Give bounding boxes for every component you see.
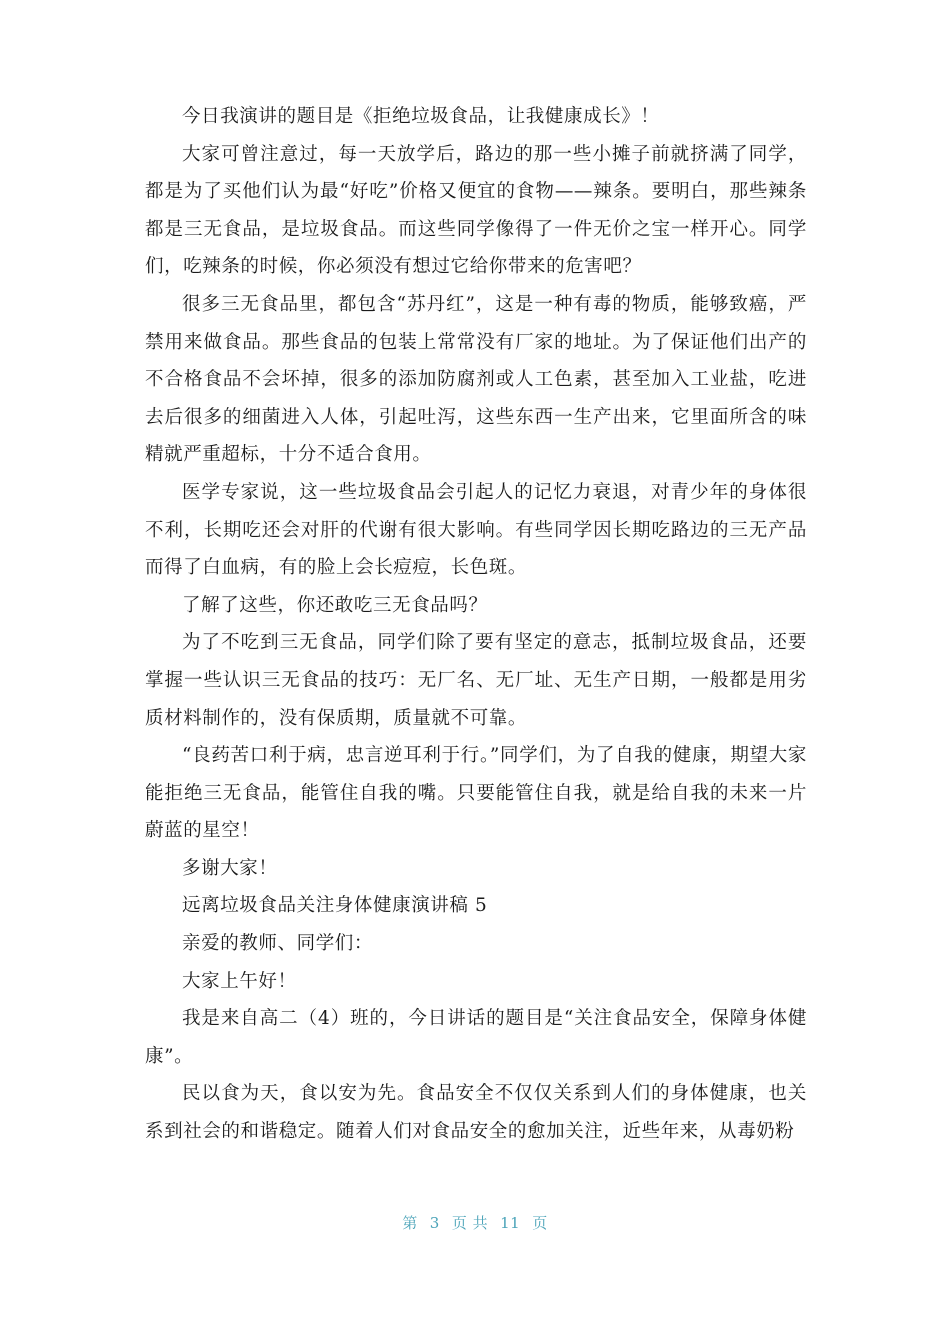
- paragraph-proverb: “良药苦口利于病，忠言逆耳利于行。”同学们，为了自我的健康，期望大家能拒绝三无食品，能管住自我的嘴。只要能管住自我，就是给自我的未来一片蔚蓝的星空！: [145, 745, 807, 842]
- paragraph-thanks: 多谢大家！: [182, 857, 278, 879]
- paragraph-salutation: 亲爱的教师、同学们：: [182, 933, 374, 955]
- paragraph-speech-title-intro: 今日我演讲的题目是《拒绝垃圾食品，让我健康成长》！: [182, 106, 660, 127]
- paragraph-speaker-intro: 我是来自高二（4）班的，今日讲话的题目是“关注食品安全，保障身体健康”。: [145, 1008, 807, 1067]
- paragraph-street-stalls: 大家可曾注意过，每一天放学后，路边的那一些小摊子前就挤满了同学，都是为了买他们认为最“好吃”价格又便宜的食物——辣条。要明白，那些辣条都是三无食品，是垃圾食品。而这些同学像得了一件无价之宝一样开心。同学们，吃辣条的时候，你必须没有想过它给你带来的危害吧？: [145, 143, 807, 278]
- footer-middle: 页 共: [451, 1214, 489, 1232]
- section-heading: 远离垃圾食品关注身体健康演讲稿 5: [182, 895, 488, 917]
- paragraph-food-safety: 民以食为天，食以安为先。食品安全不仅仅关系到人们的身体健康，也关系到社会的和谐稳定。随着人们对食品安全的愈加关注，近些年来，从毒奶粉: [145, 1083, 807, 1143]
- paragraph-question: 了解了这些，你还敢吃三无食品吗？: [182, 594, 488, 616]
- footer-suffix: 页: [532, 1214, 548, 1232]
- footer-current-page: 3: [429, 1214, 440, 1232]
- paragraph-sudan-red: 很多三无食品里，都包含“苏丹红”，这是一种有毒的物质，能够致癌，严禁用来做食品。那些食品的包装上常常没有厂家的地址。为了保证他们出产的不合格食品不会坏掉，很多的添加防腐剂或人工色素，甚至加入工业盐，吃进去后很多的细菌进入人体，引起吐泻，这些东西一生产出来，它里面所含的味精就严重超标，十分不适合食用。: [145, 293, 807, 466]
- footer-prefix: 第: [402, 1214, 418, 1232]
- paragraph-medical-expert: 医学专家说，这一些垃圾食品会引起人的记忆力衰退，对青少年的身体很不利，长期吃还会对肝的代谢有很大影响。有些同学因长期吃路边的三无产品而得了白血病，有的脸上会长痘痘，长色斑。: [145, 481, 807, 579]
- document-body: [145, 98, 807, 1151]
- footer-total-pages: 11: [500, 1214, 521, 1232]
- paragraph-greeting: 大家上午好！: [182, 970, 297, 992]
- paragraph-tips: 为了不吃到三无食品，同学们除了要有坚定的意志，抵制垃圾食品，还要掌握一些认识三无食品的技巧：无厂名、无厂址、无生产日期，一般都是用劣质材料制作的，没有保质期，质量就不可靠。: [145, 632, 807, 729]
- page-footer: [0, 1212, 950, 1233]
